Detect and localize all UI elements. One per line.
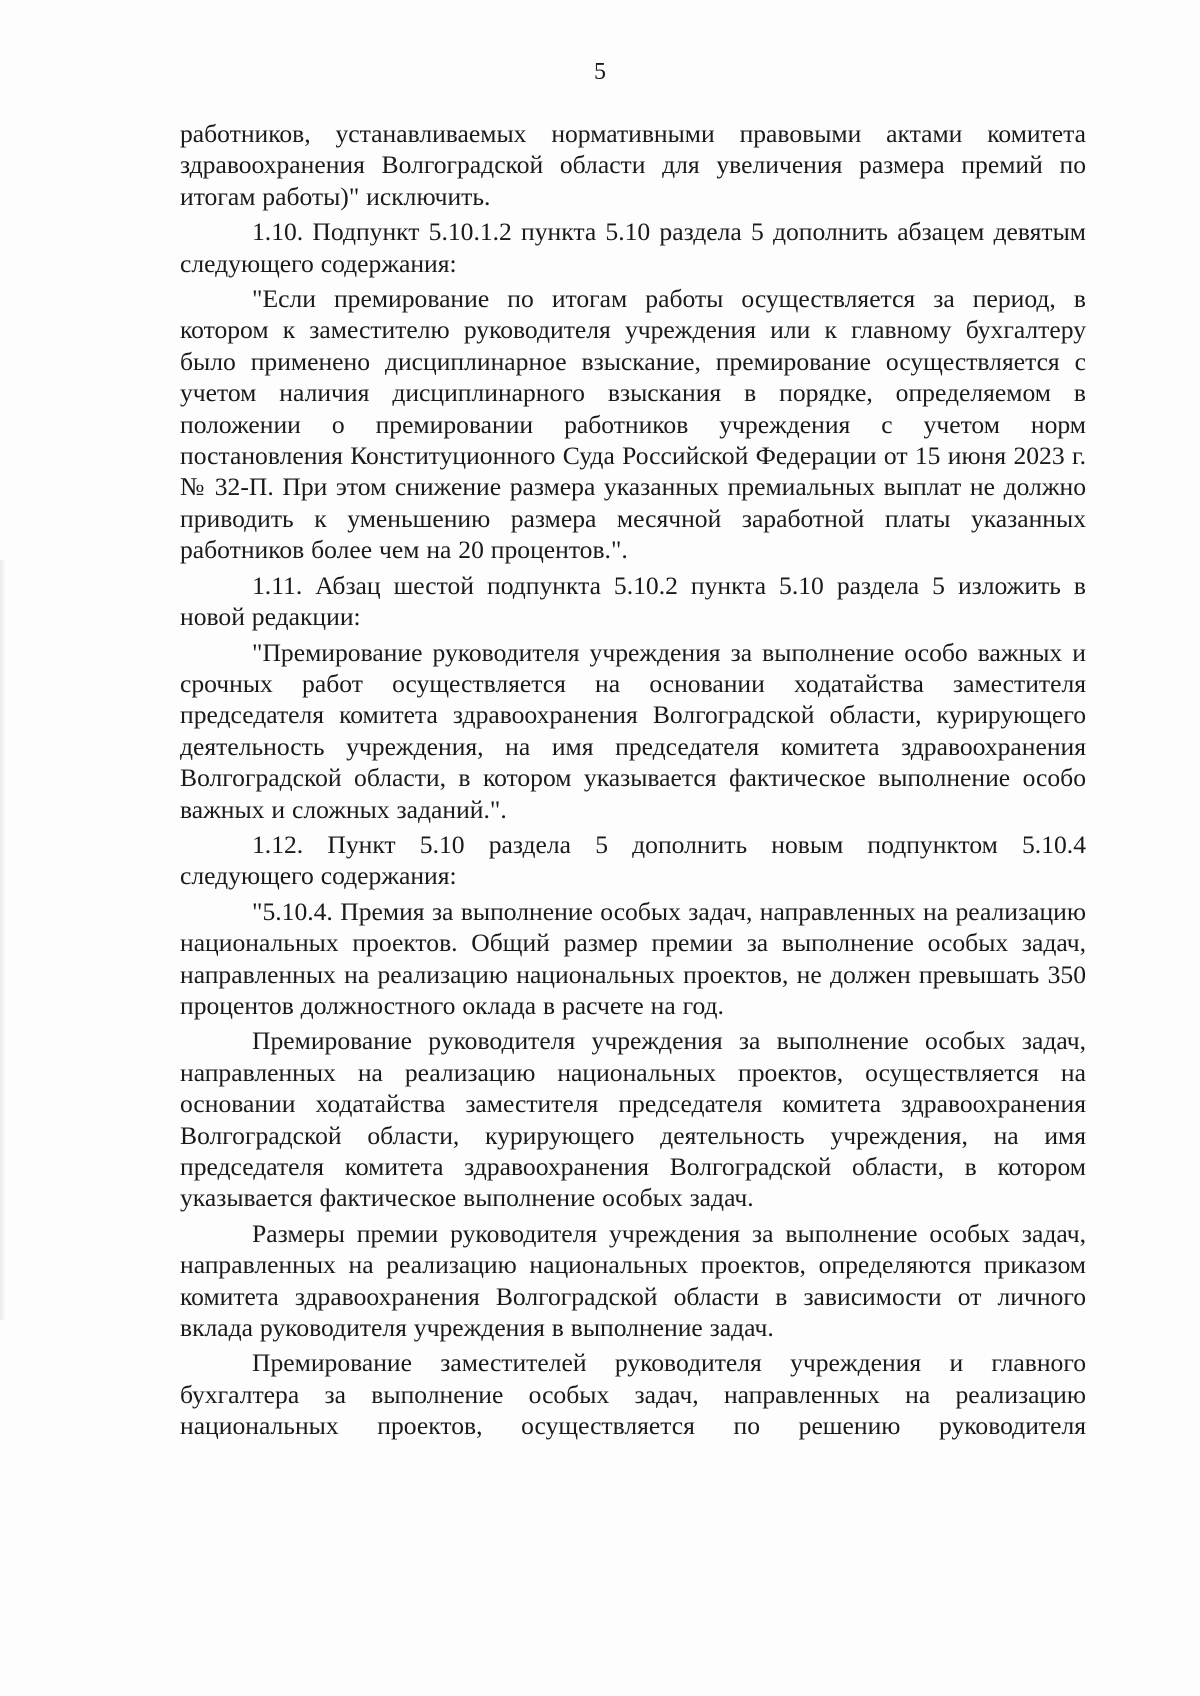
paragraph-continuation: работников, устанавливаемых нормативными правовыми актами комитета здравоохранения Волгоградской области для увеличения размера премий по итогам работы)" исключить. [180,119,1086,211]
paragraph-item-1-12: 1.12. Пункт 5.10 раздела 5 дополнить новым подпунктом 5.10.4 следующего содержания: [180,829,1086,891]
paragraph-quote-important-works: "Премирование руководителя учреждения за выполнение особо важных и срочных работ осуществляется на основании ходатайства заместителя председателя комитета здравоохранения Волгоградской области, курирующего деятельность учреждения, на имя председателя комитета здравоохранения Волгоградской области, в котором указывается фактическое выполнение особо важных и сложных заданий.". [180,637,1086,824]
paragraph-quote-disciplinary: "Если премирование по итогам работы осуществляется за период, в котором к заместителю руководителя учреждения или к главному бухгалтеру было применено дисциплинарное взыскание, премирование осуществляется с учетом наличия дисциплинарного взыскания в порядке, определяемом в положении о премировании работников учреждения с учетом норм постановления Конституционного Суда Российской Федерации от 15 июня 2023 г. № 32-П. При этом снижение размера указанных премиальных выплат не должно приводить к уменьшению размера месячной заработной платы указанных работников более чем на 20 процентов.". [180,284,1086,565]
scan-edge-shadow [0,560,5,1320]
paragraph-premium-sizes: Размеры премии руководителя учреждения за выполнение особых задач, направленных на реализацию национальных проектов, определяются приказом комитета здравоохранения Волгоградской области в зависимости от личного вклада руководителя учреждения в выполнение задач. [180,1218,1086,1343]
paragraph-item-1-10: 1.10. Подпункт 5.10.1.2 пункта 5.10 раздела 5 дополнить абзацем девятым следующего содержания: [180,217,1086,278]
paragraph-quote-5-10-4: "5.10.4. Премия за выполнение особых задач, направленных на реализацию национальных проектов. Общий размер премии за выполнение особых задач, направленных на реализацию национальных проектов, не должен превышать 350 процентов должностного оклада в расчете на год. [180,896,1086,1020]
document-body [180,118,1086,1446]
paragraph-premium-deputies: Премирование заместителей руководителя учреждения и главного бухгалтера за выполнение особых задач, направленных на реализацию национальных проектов, осуществляется по решению руководителя [180,1348,1086,1441]
paragraph-item-1-11: 1.11. Абзац шестой подпункта 5.10.2 пункта 5.10 раздела 5 изложить в новой редакции: [180,570,1086,632]
page-number: 5 [594,59,606,85]
paragraph-premium-head: Премирование руководителя учреждения за выполнение особых задач, направленных на реализацию национальных проектов, осуществляется на основании ходатайства заместителя председателя комитета здравоохранения Волгоградской области, курирующего деятельность учреждения, на имя председателя комитета здравоохранения Волгоградской области, в котором указывается фактическое выполнение особых задач. [180,1026,1086,1213]
